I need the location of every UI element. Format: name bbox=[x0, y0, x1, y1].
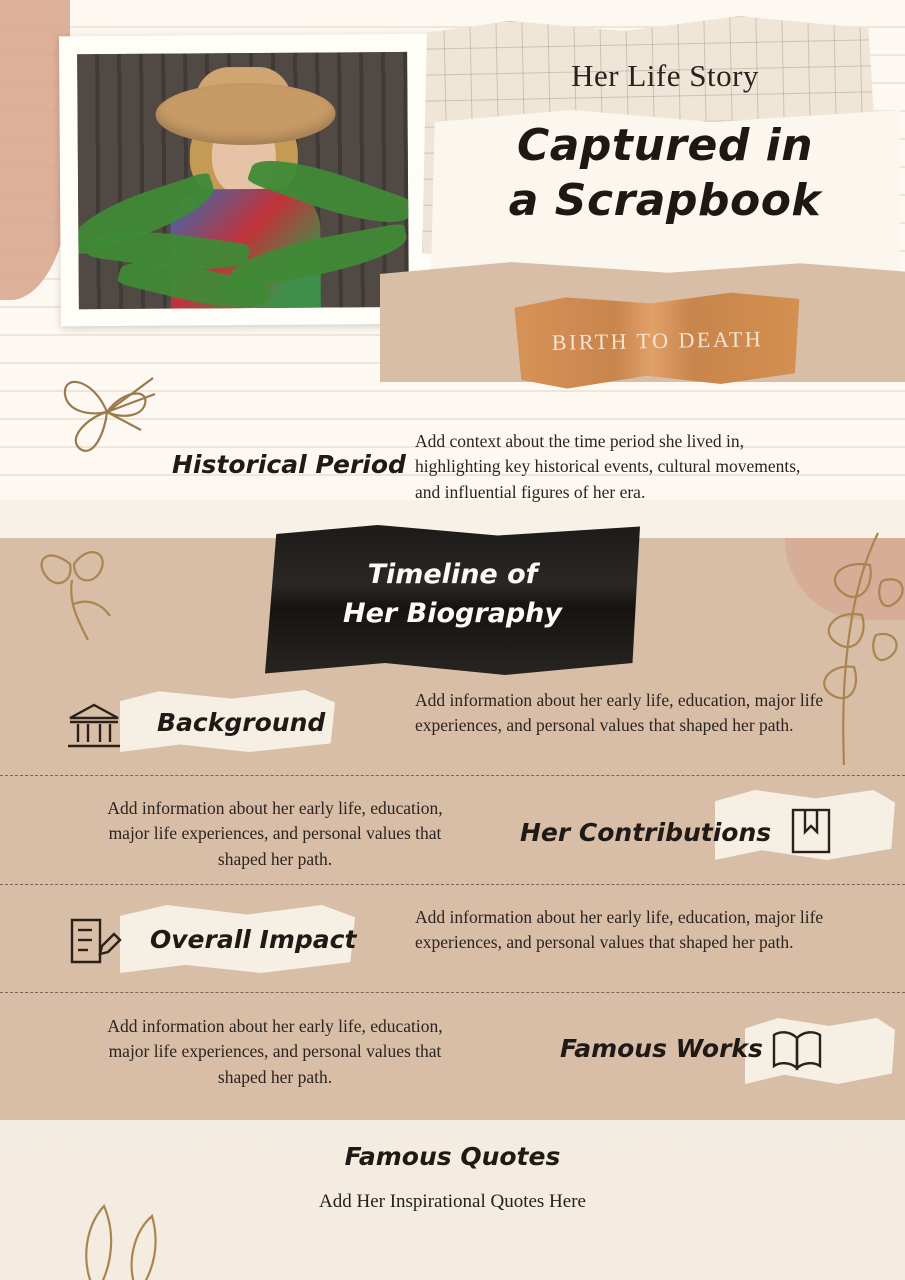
section-body-background: Add information about her early life, education, major life experiences, and personal values that shaped her path. bbox=[415, 690, 824, 736]
portrait-photo bbox=[77, 52, 409, 309]
timeline-title-line-2: Her Biography bbox=[342, 598, 563, 630]
flower-line-art-icon bbox=[18, 520, 138, 650]
page-eyebrow: Her Life Story bbox=[571, 58, 759, 93]
famous-quotes-label: Famous Quotes bbox=[344, 1142, 561, 1171]
section-label-background: Background bbox=[157, 708, 326, 737]
divider-3 bbox=[0, 992, 905, 993]
section-body-impact: Add information about her early life, education, major life experiences, and personal values that shaped her path. bbox=[415, 907, 824, 953]
open-book-icon bbox=[770, 1028, 824, 1074]
note-pencil-icon bbox=[66, 916, 122, 968]
page-title-line-2: a Scrapbook bbox=[508, 175, 822, 226]
divider-1 bbox=[0, 775, 905, 776]
divider-2 bbox=[0, 884, 905, 885]
section-body-works: Add information about her early life, education, major life experiences, and personal values that shaped her path. bbox=[107, 1016, 443, 1087]
timeline-title bbox=[265, 555, 640, 633]
section-label-works: Famous Works bbox=[560, 1034, 763, 1063]
timeline-title-line-1: Timeline of bbox=[367, 559, 538, 590]
section-label-contributions: Her Contributions bbox=[520, 818, 772, 847]
butterfly-icon bbox=[45, 360, 165, 470]
page-title bbox=[420, 118, 905, 228]
tape-label: BIRTH TO DEATH bbox=[551, 326, 764, 355]
section-label-impact: Overall Impact bbox=[150, 925, 357, 954]
page-title-line-1: Captured in bbox=[516, 120, 814, 171]
famous-quotes-body: Add Her Inspirational Quotes Here bbox=[319, 1191, 586, 1212]
section-body-contributions: Add information about her early life, education, major life experiences, and personal values that shaped her path. bbox=[107, 798, 443, 869]
historical-period-body: Add context about the time period she lived in, highlighting key historical events, cultural movements, and influential figures of her era. bbox=[415, 431, 801, 502]
bank-columns-icon bbox=[66, 700, 122, 752]
bookmark-page-icon bbox=[788, 806, 834, 856]
historical-period-label: Historical Period bbox=[172, 450, 406, 479]
